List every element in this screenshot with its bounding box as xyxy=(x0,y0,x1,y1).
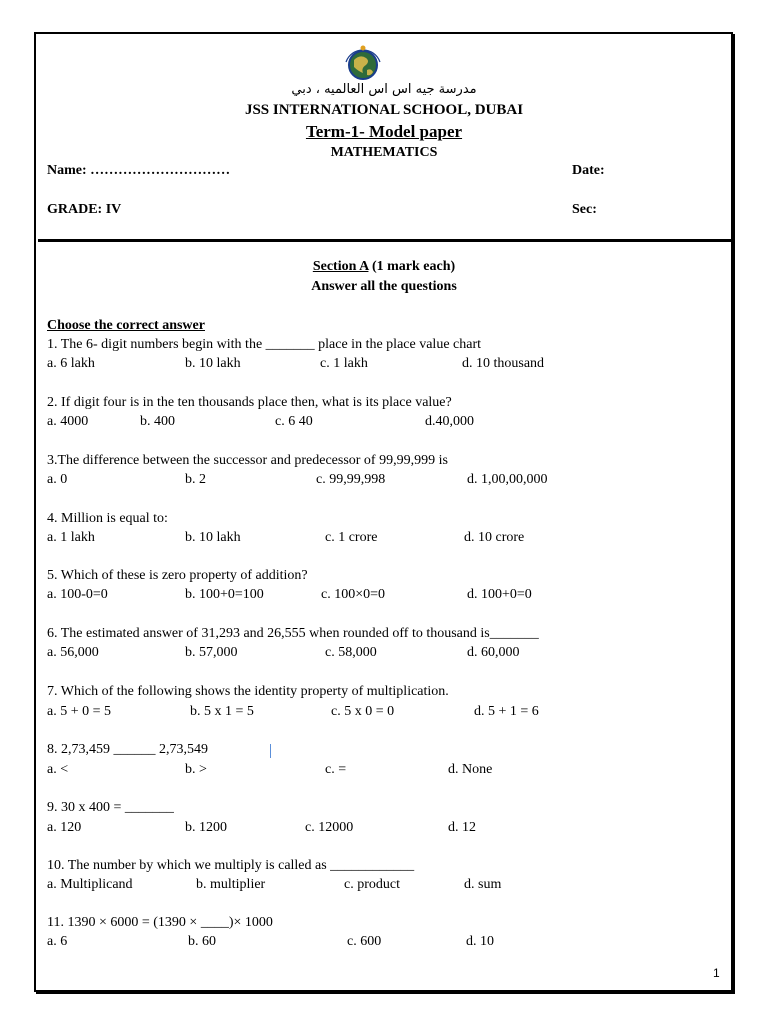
q6-option-a: a. 56,000 xyxy=(47,645,99,660)
q4-option-c: c. 1 crore xyxy=(325,530,378,545)
section-heading: Section A (1 mark each) xyxy=(312,259,456,274)
question-7: 7. Which of the following shows the identity property of multiplication. xyxy=(47,684,449,699)
question-5: 5. Which of these is zero property of addition? xyxy=(47,568,308,583)
q2-option-d: d.40,000 xyxy=(425,414,474,429)
q3-option-a: a. 0 xyxy=(47,472,68,487)
q3-option-d: d. 1,00,00,000 xyxy=(467,472,548,487)
section-instruction: Answer all the questions xyxy=(311,279,457,294)
q8-option-c: c. = xyxy=(325,762,347,777)
grade-label: GRADE: IV xyxy=(47,202,122,217)
question-1: 1. The 6- digit numbers begin with the _______ place in the place value chart xyxy=(47,337,482,352)
school-name-arabic: مدرسة جيه اس اس العالميه ، دبي xyxy=(291,82,477,97)
q1-option-a: a. 6 lakh xyxy=(47,356,95,371)
q5-option-d: d. 100+0=0 xyxy=(467,587,532,602)
q2-option-c: c. 6 40 xyxy=(275,414,313,429)
q9-option-a: a. 120 xyxy=(47,820,82,835)
section-field-label: Sec: xyxy=(572,202,597,217)
question-10: 10. The number by which we multiply is called as ____________ xyxy=(47,858,415,873)
q2-option-a: a. 4000 xyxy=(47,414,89,429)
q6-option-d: d. 60,000 xyxy=(467,645,520,660)
question-4: 4. Million is equal to: xyxy=(47,511,168,526)
subject-title: MATHEMATICS xyxy=(330,145,438,160)
q11-option-b: b. 60 xyxy=(188,934,216,949)
q5-option-a: a. 100-0=0 xyxy=(47,587,108,602)
q10-option-b: b. multiplier xyxy=(196,877,266,892)
q10-option-d: d. sum xyxy=(464,877,502,892)
q11-option-d: d. 10 xyxy=(466,934,494,949)
page-border-shadow-bottom xyxy=(36,992,735,994)
q5-option-c: c. 100×0=0 xyxy=(321,587,386,602)
q1-option-b: b. 10 lakh xyxy=(185,356,241,371)
q6-option-c: c. 58,000 xyxy=(325,645,377,660)
q5-option-b: b. 100+0=100 xyxy=(185,587,264,602)
school-logo-icon xyxy=(334,44,392,84)
question-8: 8. 2,73,459 ______ 2,73,549 xyxy=(47,742,208,757)
choose-heading: Choose the correct answer xyxy=(47,318,205,333)
text-cursor xyxy=(270,744,271,758)
q9-option-d: d. 12 xyxy=(448,820,476,835)
q7-option-d: d. 5 + 1 = 6 xyxy=(474,704,539,719)
q8-option-d: d. None xyxy=(448,762,493,777)
question-9: 9. 30 x 400 = _______ xyxy=(47,800,174,815)
question-6: 6. The estimated answer of 31,293 and 26,555 when rounded off to thousand is_______ xyxy=(47,626,539,641)
q3-option-c: c. 99,99,998 xyxy=(316,472,386,487)
q11-option-c: c. 600 xyxy=(347,934,382,949)
q9-option-c: c. 12000 xyxy=(305,820,354,835)
date-field-label: Date: xyxy=(572,163,605,178)
q4-option-b: b. 10 lakh xyxy=(185,530,241,545)
q8-option-b: b. > xyxy=(185,762,207,777)
question-2: 2. If digit four is in the ten thousands place then, what is its place value? xyxy=(47,395,452,410)
name-field-label: Name: ………………………… xyxy=(47,163,231,178)
q7-option-a: a. 5 + 0 = 5 xyxy=(47,704,112,719)
q1-option-c: c. 1 lakh xyxy=(320,356,368,371)
page-border-shadow-right xyxy=(733,34,735,994)
q3-option-b: b. 2 xyxy=(185,472,206,487)
q4-option-d: d. 10 crore xyxy=(464,530,525,545)
question-11: 11. 1390 × 6000 = (1390 × ____)× 1000 xyxy=(47,915,273,930)
school-name: JSS INTERNATIONAL SCHOOL, DUBAI xyxy=(244,102,524,118)
q11-option-a: a. 6 xyxy=(47,934,68,949)
q8-option-a: a. < xyxy=(47,762,69,777)
q9-option-b: b. 1200 xyxy=(185,820,227,835)
q10-option-a: a. Multiplicand xyxy=(47,877,133,892)
q6-option-b: b. 57,000 xyxy=(185,645,238,660)
exam-title: Term-1- Model paper xyxy=(305,122,463,141)
question-3: 3.The difference between the successor and predecessor of 99,99,999 is xyxy=(47,453,448,468)
q7-option-b: b. 5 x 1 = 5 xyxy=(190,704,254,719)
q2-option-b: b. 400 xyxy=(140,414,175,429)
q4-option-a: a. 1 lakh xyxy=(47,530,95,545)
q1-option-d: d. 10 thousand xyxy=(462,356,545,371)
header-divider xyxy=(38,239,731,242)
q10-option-c: c. product xyxy=(344,877,400,892)
q7-option-c: c. 5 x 0 = 0 xyxy=(331,704,395,719)
page-number: 1 xyxy=(713,966,720,980)
